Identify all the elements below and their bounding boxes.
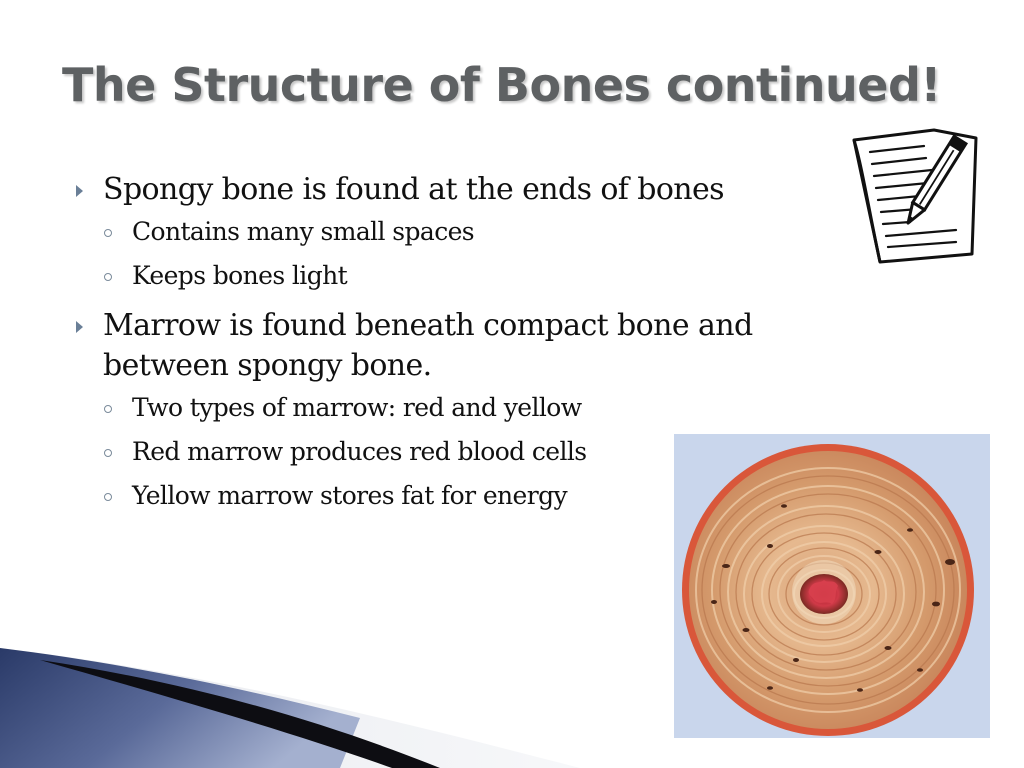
sub-bullet-circle-icon (104, 229, 112, 237)
bullet-text: Marrow is found beneath compact bone and between spongy bone. (103, 308, 753, 383)
bullet-text: Spongy bone is found at the ends of bones (103, 172, 724, 207)
bone-cross-section-image (674, 434, 990, 738)
sub-bullet (74, 260, 854, 292)
sub-bullet-circle-icon (104, 405, 112, 413)
sub-bullet (74, 392, 854, 424)
sub-bullet-circle-icon (104, 273, 112, 281)
bullet-arrow-icon (76, 185, 83, 197)
sub-bullet-text: Keeps bones light (132, 261, 348, 290)
sub-bullet-circle-icon (104, 449, 112, 457)
bullet-arrow-icon (76, 321, 83, 333)
sub-bullet (74, 216, 854, 248)
sub-bullet-text: Two types of marrow: red and yellow (132, 393, 582, 422)
bullet-marrow (74, 306, 854, 386)
sub-bullet-text: Contains many small spaces (132, 217, 475, 246)
slide-title: The Structure of Bones continued! (62, 58, 941, 112)
bullet-spongy-bone (74, 170, 854, 210)
sub-bullet-text: Red marrow produces red blood cells (132, 437, 587, 466)
paper-and-pencil-icon (848, 126, 984, 266)
sub-bullet-text: Yellow marrow stores fat for energy (132, 481, 567, 510)
sub-bullet-circle-icon (104, 493, 112, 501)
sub-bullet-list (74, 216, 854, 292)
